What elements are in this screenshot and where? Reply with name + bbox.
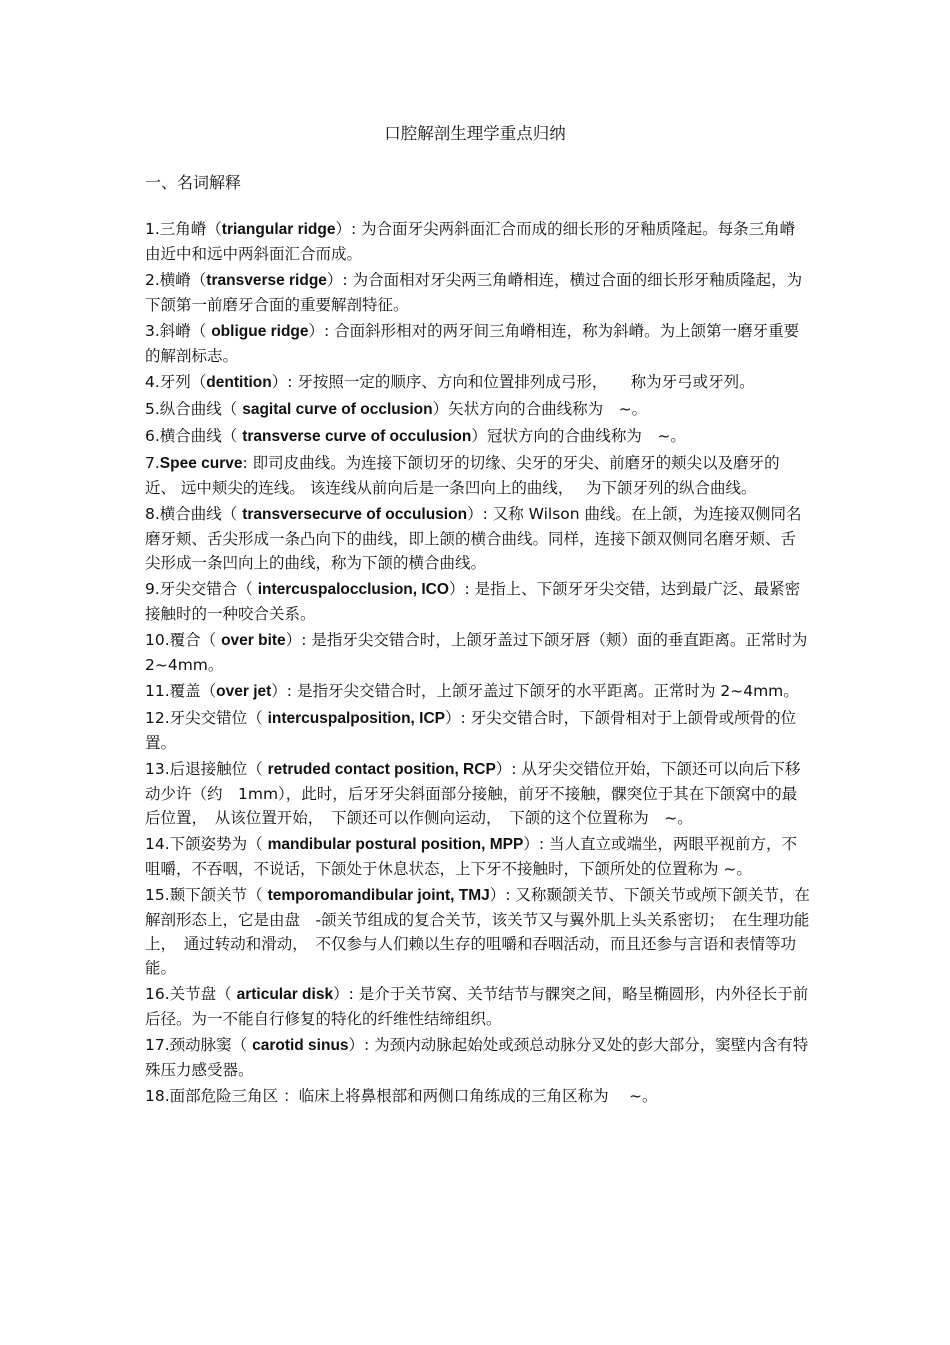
definition-text: ）: 从牙尖交错位开始，下颌还可以向后下移动少许（约 1mm），此时，后牙牙尖斜面部分接触，前牙不接触，髁突位于其在下颌窝中的最后位置， 从该位置开始， 下颌还可以作侧向运动， 下颌的这个位置称为 ~。	[145, 760, 801, 827]
definition-prefix: 2.横嵴（	[145, 271, 207, 289]
definition-entry	[145, 1033, 810, 1082]
definition-prefix: 14.下颌姿势为（	[145, 835, 268, 853]
definition-entry	[145, 424, 810, 449]
definition-prefix: 17.颈动脉窦（	[145, 1036, 253, 1054]
definition-text: ）: 为颈内动脉起始处或颈总动脉分叉处的彭大部分，窦壁内含有特殊压力感受器。	[145, 1036, 809, 1079]
definitions-list	[145, 217, 823, 1110]
definition-entry	[145, 1084, 810, 1108]
definition-prefix: 8.横合曲线（	[145, 505, 243, 523]
definition-term: over bite	[221, 632, 286, 649]
definition-entry	[145, 217, 810, 266]
definition-entry	[145, 832, 810, 881]
definition-entry	[145, 319, 810, 368]
definition-text: 临床上将鼻根部和两侧口角练成的三角区称为 ~。	[298, 1087, 658, 1105]
definition-term: mandibular postural position, MPP	[267, 836, 524, 853]
definition-prefix: 9.牙尖交错合（	[145, 580, 258, 598]
definition-entry	[145, 628, 823, 677]
definition-entry	[145, 451, 810, 500]
definition-term: temporomandibular joint, TMJ	[267, 887, 490, 904]
definition-term: obligue ridge	[211, 323, 309, 340]
definition-text: ）: 牙按照一定的顺序、方向和位置排列成弓形， 称为牙弓或牙列。	[271, 373, 755, 391]
definition-text: : 即司皮曲线。为连接下颌切牙的切缘、尖牙的牙尖、前磨牙的颊尖以及磨牙的近、 远中颊尖的连线。 该连线从前向后是一条凹向上的曲线， 为下颌牙列的纵合曲线。	[145, 454, 780, 497]
definition-entry	[145, 397, 810, 422]
definition-prefix: 13.后退接触位（	[145, 760, 268, 778]
definition-text: ）: 是介于关节窝、关节结节与髁突之间，略呈椭圆形，内外径长于前后径。为一不能自行修复的特化的纤维性结缔组织。	[145, 985, 809, 1028]
definition-prefix: 1.三角嵴（	[145, 220, 222, 238]
definition-entry	[145, 757, 810, 830]
definition-prefix: 18.面部危险三角区 ：	[145, 1087, 299, 1105]
definition-term: transverse curve of occulusion	[242, 428, 472, 445]
definition-prefix: 6.横合曲线（	[145, 427, 243, 445]
definition-prefix: 3.斜嵴（	[145, 322, 212, 340]
definition-term: retruded contact position, RCP	[267, 761, 496, 778]
definition-term: triangular ridge	[221, 221, 336, 238]
definition-text: ）: 是指上、下颌牙牙尖交错，达到最广泛、最紧密接触时的一种咬合关系。	[145, 580, 801, 623]
definition-prefix: 5.纵合曲线（	[145, 400, 243, 418]
definition-prefix: 4.牙列（	[145, 373, 207, 391]
definition-text: ）: 是指牙尖交错合时，上颌牙盖过下颌牙的水平距离。正常时为 2~4mm。	[271, 682, 799, 700]
definition-prefix: 15.颞下颌关节（	[145, 886, 268, 904]
definition-entry	[145, 268, 810, 317]
definition-text: ）: 又称 Wilson 曲线。在上颌，为连接双侧同名磨牙颊、舌尖形成一条凸向下的曲线，即上颌的横合曲线。同样，连接下颌双侧同名磨牙颊、舌尖形成一条凹向上的曲线，称为下颌的横合曲线。	[145, 505, 802, 572]
definition-term: articular disk	[236, 986, 334, 1003]
definition-text: ）: 为合面牙尖两斜面汇合而成的细长形的牙釉质隆起。每条三角嵴由近中和远中两斜面汇合而成。	[145, 220, 796, 263]
definition-prefix: 11.覆盖（	[145, 682, 217, 700]
definition-entry	[145, 370, 810, 395]
definition-prefix: 7.	[145, 454, 160, 472]
definition-term: Spee curve	[159, 455, 243, 472]
definition-text: ）: 当人直立或端坐，两眼平视前方，不咀嚼，不吞咽，不说话，下颌处于休息状态，上下牙不接触时，下颌所处的位置称为 ~。	[145, 835, 797, 878]
definition-prefix: 16.关节盘（	[145, 985, 237, 1003]
definition-term: sagital curve of occlusion	[242, 401, 433, 418]
definition-entry	[145, 679, 810, 704]
definition-term: intercuspalocclusion, ICO	[257, 581, 449, 598]
definition-prefix: 12.牙尖交错位（	[145, 709, 268, 727]
definition-text: ）: 是指牙尖交错合时，上颌牙盖过下颌牙唇（颊）面的垂直距离。正常时为 2~4mm。	[145, 631, 823, 674]
definition-term: over jet	[216, 683, 272, 700]
definition-text: ）冠状方向的合曲线称为 ~。	[471, 427, 686, 445]
definition-term: intercuspalposition, ICP	[267, 710, 445, 727]
definition-entry	[145, 883, 810, 980]
definition-text: ）: 牙尖交错合时，下颌骨相对于上颌骨或颅骨的位置。	[145, 709, 797, 752]
definition-term: carotid sinus	[252, 1037, 349, 1054]
definition-entry	[145, 502, 810, 575]
definition-text: ）: 合面斜形相对的两牙间三角嵴相连，称为斜嵴。为上颌第一磨牙重要的解剖标志。	[145, 322, 800, 365]
definition-term: transverse ridge	[206, 272, 327, 289]
document-title: 口腔解剖生理学重点归纳	[384, 124, 566, 143]
definition-term: dentition	[206, 374, 272, 391]
definition-text: ）: 为合面相对牙尖两三角嵴相连，横过合面的细长形牙釉质隆起，为下颌第一前磨牙合面的重要解剖特征。	[145, 271, 803, 314]
definition-text: ）矢状方向的合曲线称为 ~。	[432, 400, 648, 418]
section-heading: 一、名词解释	[145, 173, 242, 192]
definition-entry	[145, 982, 810, 1031]
definition-prefix: 10.覆合（	[145, 631, 222, 649]
definition-entry	[145, 706, 810, 755]
definition-term: transversecurve of occulusion	[242, 506, 468, 523]
definition-entry	[145, 577, 810, 626]
definition-text: ）: 又称颞颌关节、下颌关节或颅下颌关节，在解剖形态上，它是由盘 -颌关节组成的复合关节，该关节又与翼外肌上头关系密切； 在生理功能上， 通过转动和滑动， 不仅参与人们赖以生存的咀嚼和吞咽活动，而且还参与言语和表情等功能。	[145, 886, 810, 977]
